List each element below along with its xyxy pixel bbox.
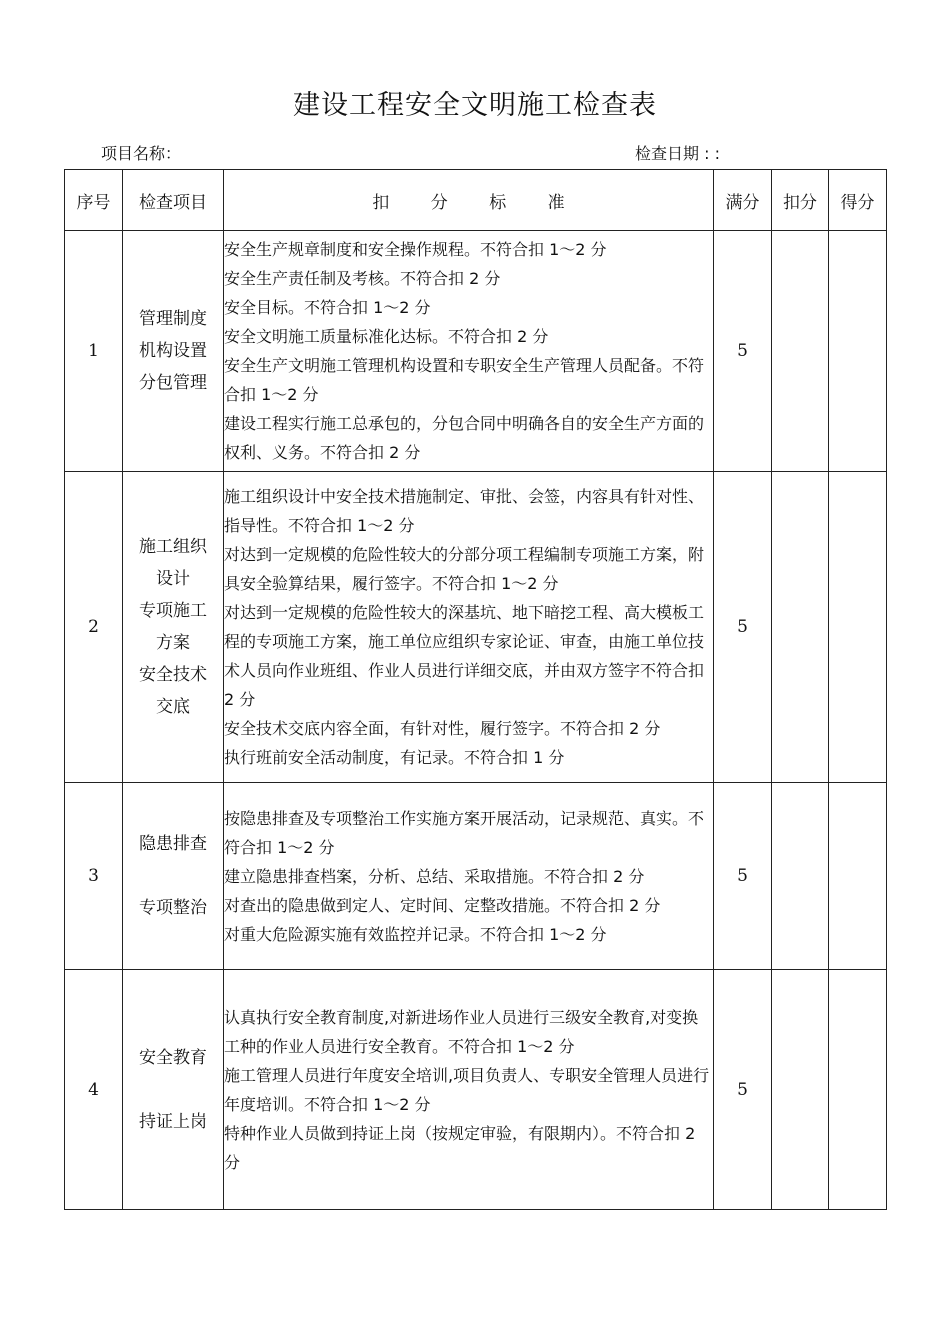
- full-score: 5: [714, 472, 772, 783]
- criteria-line: 认真执行安全教育制度,对新进场作业人员进行三级安全教育,对变换工种的作业人员进行安全教育。不符合扣 1～2 分: [224, 1007, 699, 1056]
- table-row: [65, 231, 887, 472]
- inspection-item: [123, 970, 224, 1210]
- deduction-criteria: [224, 970, 714, 1210]
- full-score: 5: [714, 231, 772, 472]
- inspection-item-line: [123, 860, 223, 892]
- inspection-item-line: 方案: [156, 633, 190, 653]
- inspection-item-line: [123, 1074, 223, 1106]
- deduction-cell: [772, 231, 829, 472]
- criteria-line: 执行班前安全活动制度，有记录。不符合扣 1 分: [224, 748, 565, 767]
- score-cell: [829, 472, 887, 783]
- document-title: 建设工程安全文明施工检查表: [293, 90, 657, 121]
- criteria-line: 对达到一定规模的危险性较大的分部分项工程编制专项施工方案，附具安全验算结果，履行签字。不符合扣 1～2 分: [224, 545, 705, 593]
- deduction-cell: [772, 783, 829, 970]
- table-row: [65, 472, 887, 783]
- criteria-line: 安全技术交底内容全面，有针对性，履行签字。不符合扣 2 分: [224, 719, 661, 738]
- row-number: 2: [65, 472, 123, 783]
- inspection-item-line: 设计: [156, 569, 190, 589]
- criteria-line: 按隐患排查及专项整治工作实施方案开展活动，记录规范、真实。不符合扣 1～2 分: [224, 808, 705, 857]
- header-no: 序号: [65, 170, 123, 231]
- deduction-cell: [772, 472, 829, 783]
- header-criteria: 扣 分 标 准: [224, 170, 714, 231]
- table-row: [65, 970, 887, 1210]
- criteria-line: 对重大危险源实施有效监控并记录。不符合扣 1～2 分: [224, 924, 607, 944]
- header-score: 得分: [829, 170, 887, 231]
- inspection-item: [123, 472, 224, 783]
- criteria-line: 安全生产规章制度和安全操作规程。不符合扣 1～2 分: [224, 240, 607, 259]
- criteria-line: 特种作业人员做到持证上岗（按规定审验，有限期内）。不符合扣 2 分: [224, 1123, 696, 1172]
- criteria-line: 安全目标。不符合扣 1～2 分: [224, 298, 431, 317]
- criteria-line: 施工管理人员进行年度安全培训,项目负责人、专职安全管理人员进行年度培训。不符合扣 1～2 分: [224, 1065, 710, 1114]
- header-deduction: 扣分: [772, 170, 829, 231]
- criteria-line: 对查出的隐患做到定人、定时间、定整改措施。不符合扣 2 分: [224, 895, 661, 915]
- criteria-line: 建立隐患排查档案，分析、总结、采取措施。不符合扣 2 分: [224, 866, 645, 886]
- inspection-item: [123, 231, 224, 472]
- row-number: 1: [65, 231, 123, 472]
- inspection-date-label: 检查日期 : :: [635, 144, 720, 163]
- inspection-item-line: 分包管理: [139, 373, 207, 393]
- full-score: 5: [714, 783, 772, 970]
- row-number: 3: [65, 783, 123, 970]
- inspection-item: [123, 783, 224, 970]
- inspection-item-line: 隐患排查: [139, 834, 207, 854]
- inspection-item-line: 安全技术: [139, 665, 207, 685]
- inspection-item-line: 交底: [156, 697, 190, 717]
- criteria-line: 安全文明施工质量标准化达标。不符合扣 2 分: [224, 327, 549, 346]
- score-cell: [829, 970, 887, 1210]
- project-name-label: 项目名称：: [101, 144, 182, 163]
- criteria-line: 施工组织设计中安全技术措施制定、审批、会签，内容具有针对性、指导性。不符合扣 1～2 分: [224, 487, 705, 535]
- criteria-line: 安全生产责任制及考核。不符合扣 2 分: [224, 269, 501, 288]
- score-cell: [829, 231, 887, 472]
- criteria-line: 建设工程实行施工总承包的，分包合同中明确各自的安全生产方面的权利、义务。不符合扣 2 分: [224, 414, 705, 462]
- deduction-criteria: [224, 783, 714, 970]
- inspection-item-line: 专项施工: [139, 601, 207, 621]
- deduction-cell: [772, 970, 829, 1210]
- inspection-item-line: 机构设置: [139, 341, 207, 361]
- score-cell: [829, 783, 887, 970]
- deduction-criteria: [224, 472, 714, 783]
- header-item: 检查项目: [123, 170, 224, 231]
- inspection-table: [64, 169, 887, 1210]
- criteria-line: 安全生产文明施工管理机构设置和专职安全生产管理人员配备。不符合扣 1～2 分: [224, 356, 705, 404]
- table-header-row: [65, 170, 887, 231]
- criteria-line: 对达到一定规模的危险性较大的深基坑、地下暗挖工程、高大模板工程的专项施工方案，施工单位应组织专家论证、审查，由施工单位技术人员向作业班组、作业人员进行详细交底，并由双方签字不符合扣 2 分: [224, 603, 705, 709]
- table-row: [65, 783, 887, 970]
- inspection-item-line: 专项整治: [139, 898, 207, 918]
- inspection-item-line: 持证上岗: [139, 1111, 207, 1132]
- full-score: 5: [714, 970, 772, 1210]
- row-number: 4: [65, 970, 123, 1210]
- inspection-item-line: 管理制度: [139, 309, 207, 329]
- inspection-item-line: 施工组织: [139, 537, 207, 557]
- deduction-criteria: [224, 231, 714, 472]
- inspection-item-line: 安全教育: [139, 1047, 207, 1068]
- header-full-score: 满分: [714, 170, 772, 231]
